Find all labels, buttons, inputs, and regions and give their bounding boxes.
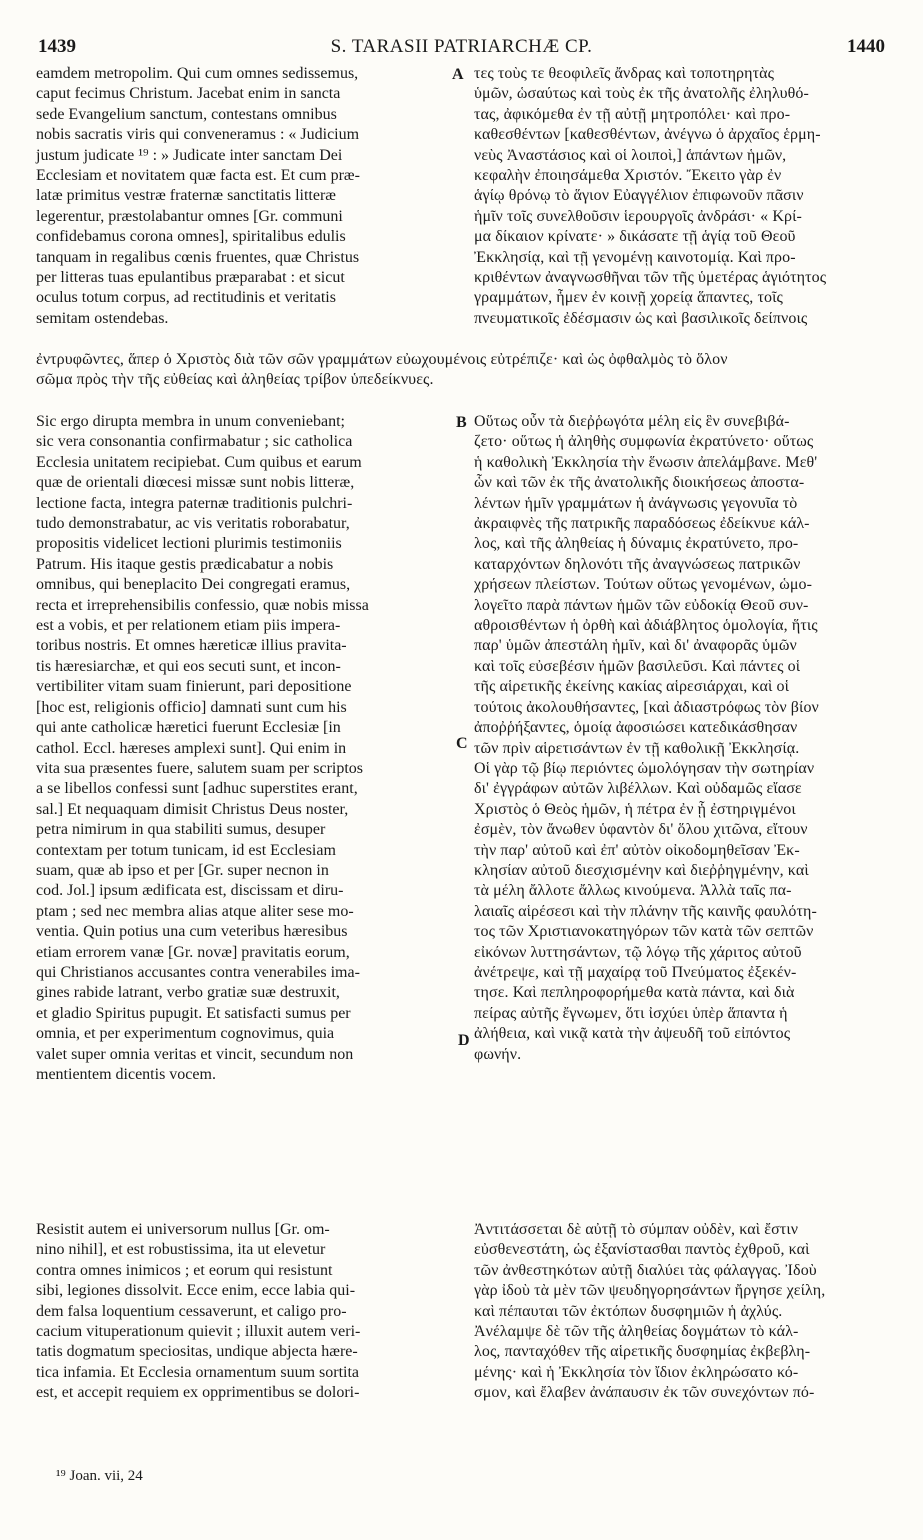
greek-paragraph-1: τες τοὺς τε θεοφιλεῖς ἄνδρας καὶ τοποτηρητὰς ὑμῶν, ὡσαύτως καὶ τοὺς ἐκ τῆς ἀνατολῆς ἐληλυθό- τας, ἀφικόμεθα ἐν τῇ αὐτῇ μητροπόλει· καὶ προ- καθεσθέντων [καθεσθέντων, ἀνέγνω ὁ ἀρχαῖος ἑρμη- νεὺς Ἀναστάσιος καὶ οἱ λοιποὶ,] ἁπάντων ἡμῶν, κεφαλὴν ἐποιησάμεθα Χριστόν. Ἔκειτο γὰρ ἐν ἁγίῳ θρόνῳ τὸ ἅγιον Εὐαγγέλιον ἐπιφωνοῦν πᾶσιν ἡμῖν τοῖς συνελθοῦσιν ἱερουργοῖς ἀνδράσι· « Κρί- μα δίκαιον κρίνατε· » δικάσατε τῇ ἁγίᾳ τοῦ Θεοῦ Ἐκκλησίᾳ, καὶ τῇ γενομένῃ καινοτομίᾳ. Καὶ προ- κριθέντων ἀναγνωσθῆναι τῶν τῆς ὑμετέρας ἁγιότητος γραμμάτων, ἦμεν ἐν κοινῇ χορείᾳ ἅπαντες, τοῖς πνευματικοῖς ἐδέσμασιν ὡς καὶ βασιλικοῖς δείπνοις [474,65,827,327]
margin-marker-a: A [452,66,464,83]
greek-paragraph-3: Ἀντιτάσσεται δὲ αὐτῇ τὸ σύμπαν οὐδὲν, καὶ ἔστιν εὐσθενεστάτη, ὡς ἐξανίστασθαι παντὸς ἐχθροῦ, καὶ τῶν ἀνθεστηκότων αὐτῇ διαλύει τὰς φάλαγγας. Ἰδοὺ γὰρ ἰδοὺ τὰ μὲν τῶν ψευδηγορησάντων ἤργησε χείλη, καὶ πέπαυται τῶν ἐκτόπων δυσφημιῶν ἡ ἀχλύς. Ἀνέλαμψε δὲ τῶν τῆς ἀληθείας δογμάτων τὸ κάλ- λος, πανταχόθεν τῆς αἱρετικῆς δυσφημίας ἐκβεβλη- μένης· καὶ ἡ Ἐκκλησία τὸν ἴδιον ἐκληρώσατο κό- σμον, καὶ ἔλαβεν ἀνάπαυσιν ἐκ τῶν συνεχόντων πό- [474,1221,826,1402]
greek-paragraph-2: Οὕτως οὖν τὰ διεῤῥωγότα μέλη εἰς ἓν συνεβιβά- ζετο· οὕτως ἡ ἀληθὴς συμφωνία ἐκρατύνετο· οὕτως ἡ καθολικὴ Ἐκκλησία τὴν ἕνωσιν ἀπελάμβανε. Μεθ' ὧν καὶ τῶν ἐκ τῆς ἀνατολικῆς διοικήσεως ἀποστα- λέντων ἡμῖν γραμμάτων ἡ ἀνάγνωσις γεγονυῖα τὸ ἀκραιφνὲς τῆς πατρικῆς παραδόσεως ἐδείκνυε κάλ- λος, καὶ τῆς ἀληθείας ἡ δύναμις ἐκρατύνετο, προ- καταρχόντων δηλονότι τῆς ἀναγνώσεως πατρικῶν χρήσεων πλείστων. Τούτων οὕτως γενομένων, ὡμο- λογεῖτο παρὰ πάντων ἡμῶν τῶν εὐδοκίᾳ Θεοῦ συν- αθροισθέντων ἡ ὀρθὴ καὶ ἀδιάβλητος ὁμολογία, ἥτις παρ' ὑμῶν ἀπεστάλη ἡμῖν, καὶ δι' ἀναφορᾶς ὑμῶν καὶ τοῖς εὐσεβέσιν ἡμῶν βασιλεῦσι. Καὶ πάντες οἱ τῆς αἱρετικῆς ἐκείνης κακίας αἱρεσιάρχαι, καὶ οἱ τούτοις ἀκολουθήσαντες, [καὶ ἀδιαστρόφως τὸν βίον ἀποῤῥήξαντες, ὁμοίᾳ ἀφοσιώσει κατεδικάσθησαν τῶν πρὶν αἱρετισάντων ἐν τῇ καθολικῇ Ἐκκλησίᾳ. Οἱ γὰρ τῷ βίῳ περιόντες ὡμολόγησαν τὴν σωτηρίαν δι' ἐγγράφων αὐτῶν λιβέλλων. Καὶ οὐδαμῶς εἴασε Χριστὸς ὁ Θεὸς ἡμῶν, ἡ πέτρα ἐν ᾗ ἐστηριγμένοι ἐσμὲν, τὸν ἄνωθεν ὑφαντὸν δι' ὅλου χιτῶνα, εἴτουν τὴν παρ' αὐτοῦ καὶ ἐπ' αὐτὸν οἰκοδομηθεῖσαν Ἐκ- κλησίαν αὐτοῦ διεσχισμένην καὶ διεῤῥηγμένην, καὶ τὰ μέλη ἄλλοτε ἄλλως κινούμενα. Ἀλλὰ ταῖς πα- λαιαῖς αἱρέσεσι καὶ τὴν πλάνην τῆς καινῆς φαυλότη- τος τῶν Χριστιανοκατηγόρων τῶν κατὰ τῶν σεπτῶν εἰκόνων λυττησάντων, τῷ λόγῳ τῆς χάριτος αὐτοῦ ἀνέτρεψε, καὶ τῇ μαχαίρᾳ τοῦ Πνεύματος ἐξεκέν- τησε. Καὶ πεπληροφορήμεθα κατὰ πάντα, καὶ διὰ πείρας αὐτῆς ἔγνωμεν, ὅτι ἰσχύει ὑπὲρ ἅπαντα ἡ ἀλήθεια, καὶ νικᾷ κατὰ τὴν ἀψευδῆ τοῦ εἰπόντος φωνήν. [474,413,819,1063]
latin-paragraph-1: eamdem metropolim. Qui cum omnes sedissemus, caput fecimus Christum. Jacebat enim in sancta sede Evangelium sanctum, contestans omnibus nobis sacratis viris qui conveneramus : « Judicium justum judicate ¹⁹ : » Judicate inter sanctam Dei Ecclesiam et novitatem quæ facta est. Et cum præ- latæ primitus vestræ fraternæ sanctitatis litteræ legerentur, præstolabantur omnes [Gr. communi confidebamus corona omnes], spiritalibus edulis tanquam in regalibus cœnis fruentes, quæ Christus per litteras tuas epulantibus præparabat : et sicut oculus totum corpus, ad rectitudinis et veritatis semitam ostendebas. [36,65,360,327]
latin-paragraph-2: Sic ergo dirupta membra in unum conveniebant; sic vera consonantia confirmabatur ; sic catholica Ecclesia unitatem recipiebat. Cum quibus et earum quæ de orientali diœcesi missæ sunt nobis litteræ, lectione facta, integra paternæ traditionis pulchri- tudo demonstrabatur, ac vis veritatis roborabatur, propositis videlicet lectioni plurimis testimoniis Patrum. His itaque gestis prædicabatur a nobis omnibus, qui beneplacito Dei congregati eramus, recta et irreprehensibilis confessio, quæ nobis missa est a vobis, et per relationem etiam piis impera- toribus nostris. Et omnes hæreticæ illius pravita- tis hæresiarchæ, et qui eos secuti sunt, et incon- vertibiliter vitam suam finierunt, pari depositione [hoc est, religionis officio] damnati sunt cum his qui ante catholicæ hæretici fuerunt Ecclesiæ [in cathol. Eccl. hæreses amplexi sunt]. Qui enim in vita sua præsentes fuere, salutem suam per scriptos a se libellos confessi sunt [adhuc superstites erant, sal.] Et nequaquam dimisit Christus Deus noster, petra nimirum in qua stabiliti sumus, desuper contextam per totum tunicam, id est Ecclesiam suam, quæ ab ipso et per [Gr. super necnon in cod. Jol.] ipsum ædificata est, discissam et diru- ptam ; sed nec membra alias atque aliter sese mo- ventia. Quin potius una cum veteribus hæresibus etiam errorem vanæ [Gr. novæ] pravitatis eorum, qui Christianos accusantes contra venerabiles ima- gines rabide latrant, verbo gratiæ suæ destruxit, et gladio Spiritus pupugit. Et satisfacti sumus per omnia, et per experimentum cognovimus, quia valet super omnia veritas et vincit, secundum non mentientem dicentis vocem. [36,413,369,1083]
running-title: S. TARASII PATRIARCHÆ CP. [330,36,593,57]
right-page-number: 1440 [847,36,885,57]
greek-run-on-lines: ἐντρυφῶντες, ἅπερ ὁ Χριστὸς διὰ τῶν σῶν γραμμάτων εὐωχουμένοις εὐτρέπιζε· καὶ ὡς ὀφθαλμὸς τὸ ὅλον σῶμα πρὸς τὴν τῆς εὐθείας καὶ ἀληθείας τρίβον ὑπεδείκνυες. [36,351,728,389]
margin-marker-c: C [456,735,468,752]
latin-paragraph-3: Resistit autem ei universorum nullus [Gr. om- nino nihil], et est robustissima, ita ut elevetur contra omnes inimicos ; et eorum qui resistunt sibi, legiones dissolvit. Ecce enim, ecce labia qui- dem falsa loquentium cessaverunt, et caligo pro- cacium vituperationum quievit ; illuxit autem veri- tatis dogmatum speciositas, undique abjecta hære- tica infamia. Et Ecclesia ornamentum suum sortita est, et accepit requiem ex opprimentibus se dolori- [36,1221,361,1402]
margin-marker-d: D [458,1032,470,1049]
left-page-number: 1439 [38,36,76,57]
footnote: ¹⁹ Joan. vii, 24 [56,1468,143,1484]
margin-marker-b: B [456,414,467,431]
page-header [0,36,923,62]
